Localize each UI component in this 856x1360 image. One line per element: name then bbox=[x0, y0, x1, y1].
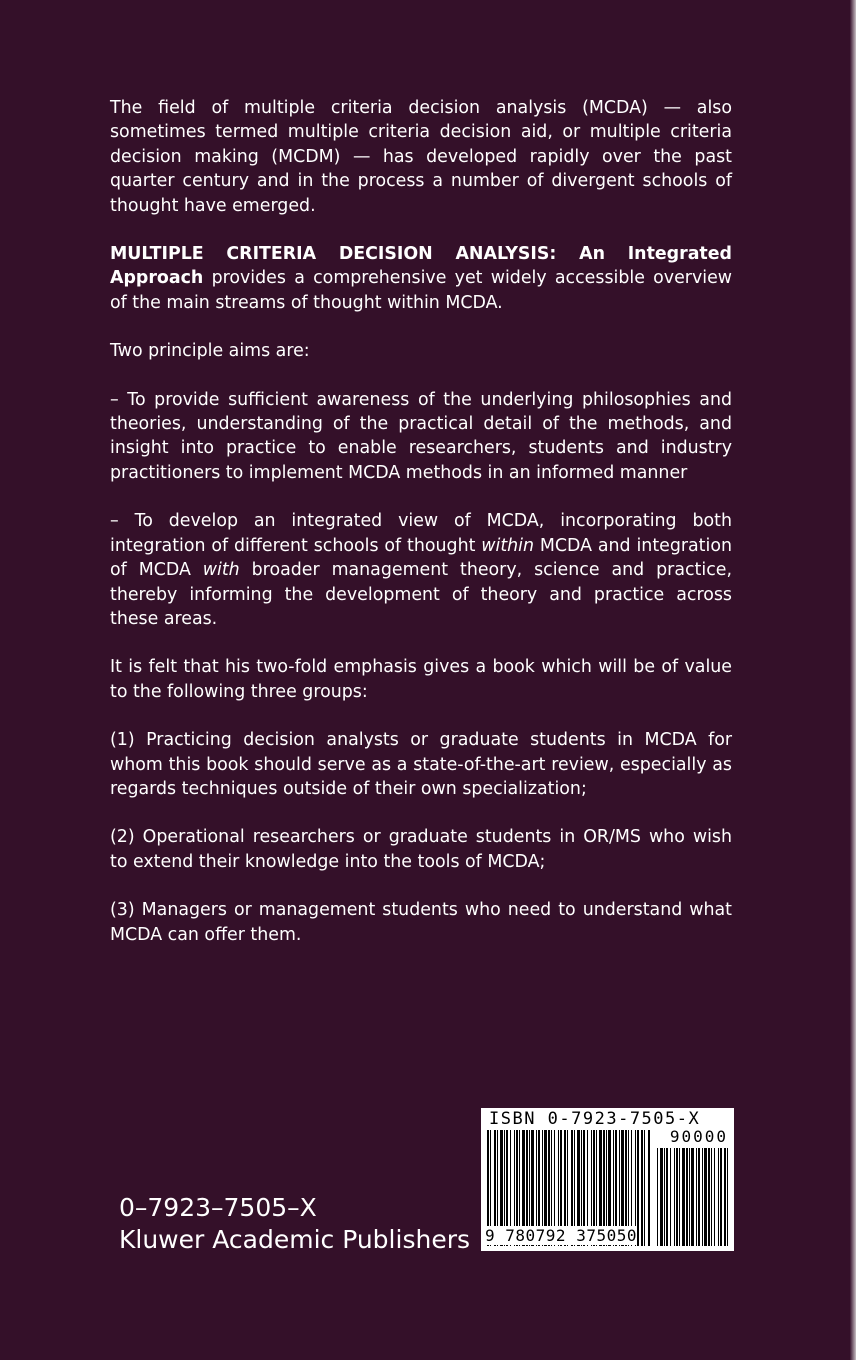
addon-bar bbox=[666, 1148, 668, 1246]
group-1: (1) Practicing decision analysts or graduate students in MCDA for whom this book should serve as a state-of-the-art review, especially as regards techniques outside of their own specialization; bbox=[110, 730, 732, 799]
barcode-bar bbox=[648, 1130, 650, 1246]
addon-bar bbox=[670, 1148, 671, 1246]
page-edge bbox=[850, 0, 856, 1360]
addon-bar bbox=[720, 1148, 722, 1246]
addon-bar bbox=[682, 1148, 685, 1246]
barcode-bar bbox=[644, 1130, 645, 1246]
barcode-ean-digits: 9 780792 375050 bbox=[485, 1226, 637, 1245]
barcode-isbn-label: ISBN 0-7923-7505-X bbox=[489, 1109, 701, 1129]
addon-bar bbox=[698, 1148, 700, 1246]
addon-bar bbox=[724, 1148, 726, 1246]
footer-isbn: 0–7923–7505–X bbox=[119, 1193, 317, 1222]
aim-2-text-c: broader management theory, science and practice, thereby informing the development of theory and practice across these areas. bbox=[110, 560, 732, 629]
addon-bar bbox=[696, 1148, 697, 1246]
back-cover-text bbox=[110, 96, 732, 971]
aims-heading: Two principle aims are: bbox=[110, 341, 310, 362]
barcode-price-code: 90000 bbox=[669, 1127, 728, 1146]
addon-bar bbox=[704, 1148, 707, 1246]
addon-bar bbox=[674, 1148, 675, 1246]
isbn-barcode bbox=[481, 1108, 734, 1251]
aim-2-text-b: MCDA and integration of MCDA bbox=[110, 535, 732, 581]
addon-bar bbox=[679, 1148, 680, 1246]
aim-2-text-a: – To develop an integrated view of MCDA, incorporating both integration of different schools of thought bbox=[110, 511, 732, 556]
aim-1: – To provide sufficient awareness of the underlying philosophies and theories, understanding of the practical detail of the methods, and insight into practice to enable researchers, students and industry practitioners to implement MCDA methods in an informed manner bbox=[110, 389, 732, 483]
aim-2-emph-within: within bbox=[481, 535, 535, 556]
addon-bar bbox=[718, 1148, 719, 1246]
groups-intro: It is felt that his two-fold emphasis gives a book which will be of value to the following three groups: bbox=[110, 657, 732, 702]
addon-bar bbox=[689, 1148, 690, 1246]
addon-bar bbox=[657, 1148, 658, 1246]
intro-paragraph: The field of multiple criteria decision analysis (MCDA) — also sometimes termed multiple criteria decision aid, or multiple criteria decision making (MCDM) — has developed rapidly over the past quarter century and in the process a number of divergent schools of thought have emerged. bbox=[110, 98, 732, 216]
addon-bar bbox=[711, 1148, 712, 1246]
addon-bar bbox=[691, 1148, 694, 1246]
group-2: (2) Operational researchers or graduate students in OR/MS who wish to extend their knowledge into the tools of MCDA; bbox=[110, 827, 732, 872]
addon-bar bbox=[708, 1148, 710, 1246]
addon-bar bbox=[664, 1148, 665, 1246]
title-paragraph bbox=[110, 242, 732, 315]
group-3: (3) Managers or management students who need to understand what MCDA can offer them. bbox=[110, 900, 732, 945]
addon-bar bbox=[660, 1148, 663, 1246]
publisher-name: Kluwer Academic Publishers bbox=[119, 1225, 471, 1254]
addon-bar bbox=[714, 1148, 715, 1246]
addon-bar bbox=[702, 1148, 703, 1246]
book-title: MULTIPLE CRITERIA DECISION ANALYSIS: An Integrated Approach bbox=[110, 244, 732, 289]
addon-bar bbox=[727, 1148, 728, 1246]
barcode-bar bbox=[641, 1130, 643, 1246]
barcode-bar bbox=[637, 1130, 639, 1246]
addon-bar bbox=[686, 1148, 688, 1246]
title-description: provides a comprehensive yet widely accessible overview of the main streams of thought within MCDA. bbox=[110, 268, 732, 313]
addon-bar bbox=[676, 1148, 678, 1246]
aim-2-emph-with: with bbox=[202, 560, 240, 581]
aim-2 bbox=[110, 509, 732, 631]
